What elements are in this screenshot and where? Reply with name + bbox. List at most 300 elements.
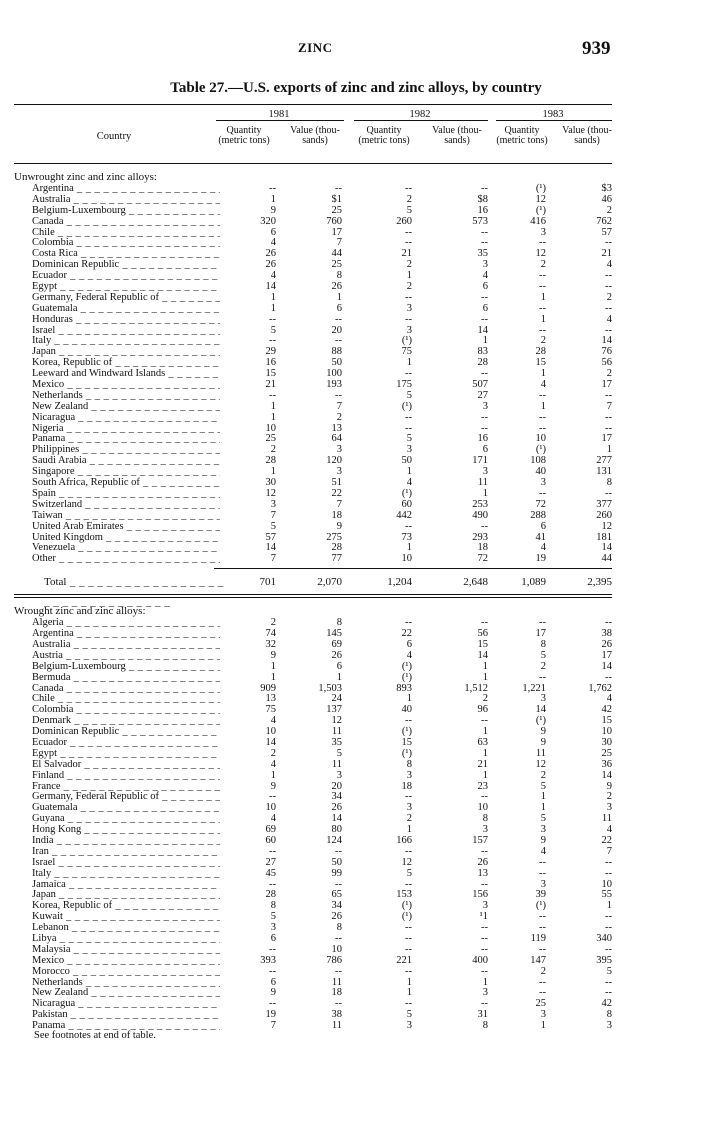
country-name: Egypt _ _ _ <box>32 748 220 759</box>
cell-quantity-1982: (¹) <box>401 671 412 683</box>
total-quantity-1983: 1,089 <box>521 576 546 589</box>
table-row <box>14 216 612 227</box>
cell-value-1981: 69 <box>331 638 342 650</box>
cell-value-1983: -- <box>605 281 612 293</box>
country-name: Pakistan _ _ _ <box>32 1009 220 1020</box>
cell-value-1982: -- <box>481 422 488 434</box>
country-name: Mexico _ _ _ <box>32 955 220 966</box>
cell-quantity-1983: -- <box>539 237 546 249</box>
cell-quantity-1981: -- <box>269 389 276 401</box>
country-name: United Kingdom _ _ _ <box>32 532 220 543</box>
cell-value-1982: 573 <box>472 215 488 227</box>
cell-value-1982: -- <box>481 715 488 727</box>
country-name: Mexico _ _ _ <box>32 379 220 390</box>
cell-quantity-1981: 28 <box>265 455 276 467</box>
cell-quantity-1983: (¹) <box>535 204 546 216</box>
cell-quantity-1983: -- <box>539 911 546 923</box>
country-name: Spain _ _ _ <box>32 488 220 499</box>
cell-quantity-1981: 4 <box>270 813 276 825</box>
cell-value-1981: -- <box>335 933 342 944</box>
cell-value-1983: 260 <box>596 509 612 521</box>
cell-quantity-1983: 1 <box>540 1020 546 1032</box>
cell-value-1983: 4 <box>606 313 612 325</box>
total-value-1983: 2,395 <box>587 576 612 589</box>
total-rule <box>214 568 612 569</box>
cell-quantity-1981: 32 <box>265 638 276 650</box>
cell-quantity-1981: 26 <box>265 248 276 260</box>
cell-value-1981: 12 <box>331 715 342 727</box>
country-name: Philippines _ _ _ <box>32 444 220 455</box>
cell-value-1982: 1 <box>482 487 488 499</box>
cell-quantity-1983: 3 <box>540 1009 546 1021</box>
table-row <box>14 628 612 639</box>
country-name: Lebanon _ _ _ <box>32 922 220 933</box>
total-quantity-1982: 1,204 <box>387 576 412 589</box>
cell-value-1981: 26 <box>331 802 342 814</box>
cell-quantity-1983: 3 <box>540 878 546 890</box>
cell-value-1981: 137 <box>326 704 342 716</box>
table-row <box>14 911 612 922</box>
cell-value-1983: 12 <box>601 520 612 532</box>
cell-quantity-1982: -- <box>405 226 412 238</box>
col-header-value-1981: Value (thou- sands) <box>290 125 340 146</box>
cell-value-1983: 57 <box>601 226 612 238</box>
cell-quantity-1982: 3 <box>406 1020 412 1032</box>
cell-value-1982: -- <box>481 183 488 194</box>
cell-quantity-1983: 11 <box>535 747 546 759</box>
cell-value-1982: -- <box>481 933 488 944</box>
cell-quantity-1983: 6 <box>540 520 546 532</box>
table-row <box>14 270 612 281</box>
cell-quantity-1983: 147 <box>530 954 546 966</box>
cell-quantity-1981: -- <box>269 313 276 325</box>
cell-quantity-1983: -- <box>539 422 546 434</box>
cell-value-1981: 6 <box>336 302 342 314</box>
table-row <box>14 846 612 857</box>
cell-value-1981: 9 <box>336 520 342 532</box>
country-name: Malaysia _ _ _ <box>32 944 220 955</box>
cell-value-1983: 46 <box>601 193 612 205</box>
cell-quantity-1982: -- <box>405 943 412 955</box>
country-name: Austria _ _ _ <box>32 650 220 661</box>
cell-value-1983: 14 <box>601 660 612 672</box>
country-name: Korea, Republic of _ _ _ <box>32 900 220 911</box>
country-name: South Africa, Republic of _ _ _ <box>32 477 220 488</box>
cell-value-1983: 3 <box>606 1020 612 1032</box>
cell-quantity-1983: 1,221 <box>522 682 546 694</box>
cell-value-1983: -- <box>605 911 612 923</box>
cell-quantity-1981: 57 <box>265 531 276 543</box>
cell-quantity-1983: 14 <box>535 704 546 716</box>
table-row <box>14 553 612 564</box>
col-header-value-1983: Value (thou- sands) <box>562 125 612 146</box>
cell-value-1983: 14 <box>601 769 612 781</box>
table-row <box>14 542 612 553</box>
cell-value-1983: 4 <box>606 693 612 705</box>
cell-quantity-1983: -- <box>539 411 546 423</box>
cell-value-1981: 77 <box>331 553 342 565</box>
table-row <box>14 835 612 846</box>
cell-value-1983: 17 <box>601 433 612 445</box>
country-name: Singapore _ _ _ <box>32 466 220 477</box>
cell-quantity-1983: 12 <box>535 193 546 205</box>
cell-value-1981: -- <box>335 878 342 890</box>
country-name: El Salvador _ _ _ <box>32 759 220 770</box>
country-name: Argentina _ _ _ <box>32 628 220 639</box>
cell-value-1981: -- <box>335 845 342 857</box>
cell-quantity-1982: -- <box>405 291 412 303</box>
cell-value-1982: 16 <box>477 204 488 216</box>
cell-quantity-1983: 19 <box>535 553 546 565</box>
cell-quantity-1981: 9 <box>270 987 276 999</box>
country-name: Bermuda _ _ _ <box>32 672 220 683</box>
country-name: Kuwait _ _ _ <box>32 911 220 922</box>
table-row <box>14 281 612 292</box>
table-row <box>14 813 612 824</box>
cell-quantity-1983: 1 <box>540 368 546 380</box>
table-row <box>14 368 612 379</box>
cell-quantity-1982: 12 <box>401 856 412 868</box>
table-row <box>14 726 612 737</box>
cell-quantity-1982: 2 <box>406 259 412 271</box>
cell-value-1983: 8 <box>606 477 612 489</box>
cell-quantity-1981: 10 <box>265 422 276 434</box>
cell-value-1983: 36 <box>601 758 612 770</box>
cell-value-1981: 11 <box>331 1020 342 1032</box>
cell-value-1982: 10 <box>477 802 488 814</box>
col-header-value-1982: Value (thou- sands) <box>432 125 482 146</box>
cell-quantity-1981: 26 <box>265 259 276 271</box>
cell-quantity-1983: -- <box>539 281 546 293</box>
table-row <box>14 532 612 543</box>
cell-value-1981: -- <box>335 313 342 325</box>
country-name: Panama _ _ _ <box>32 1020 220 1031</box>
cell-quantity-1983: -- <box>539 270 546 282</box>
cell-value-1983: 1,762 <box>588 682 612 694</box>
cell-quantity-1981: 3 <box>270 498 276 510</box>
country-name: Panama _ _ _ <box>32 433 220 444</box>
cell-quantity-1982: 1 <box>406 270 412 282</box>
cell-quantity-1981: -- <box>269 998 276 1010</box>
cell-value-1983: 14 <box>601 335 612 347</box>
cell-value-1981: 26 <box>331 649 342 661</box>
cell-value-1983: 4 <box>606 259 612 271</box>
cell-quantity-1981: 2 <box>270 444 276 456</box>
cell-value-1981: 275 <box>326 531 342 543</box>
cell-quantity-1983: 41 <box>535 531 546 543</box>
cell-value-1982: 3 <box>482 900 488 912</box>
cell-quantity-1982: (¹) <box>401 911 412 923</box>
cell-quantity-1982: 5 <box>406 1009 412 1021</box>
cell-value-1983: -- <box>605 389 612 401</box>
cell-value-1982: -- <box>481 226 488 238</box>
col-header-quantity-1983: Quantity (metric tons) <box>496 125 548 146</box>
cell-value-1982: 490 <box>472 509 488 521</box>
cell-value-1981: 1,503 <box>318 682 342 694</box>
cell-value-1983: -- <box>605 922 612 934</box>
cell-value-1982: -- <box>481 922 488 934</box>
cell-value-1982: 3 <box>482 466 488 478</box>
cell-quantity-1982: 50 <box>401 455 412 467</box>
cell-value-1982: 18 <box>477 542 488 554</box>
table-row <box>14 781 612 792</box>
cell-quantity-1981: -- <box>269 845 276 857</box>
country-name: Saudi Arabia _ _ _ <box>32 455 220 466</box>
cell-value-1982: -- <box>481 791 488 803</box>
cell-quantity-1983: 1 <box>540 802 546 814</box>
cell-value-1981: 1 <box>336 671 342 683</box>
cell-quantity-1983: 3 <box>540 824 546 836</box>
table-row <box>14 922 612 933</box>
cell-value-1982: 171 <box>472 455 488 467</box>
country-name: Italy _ _ _ <box>32 335 220 346</box>
cell-value-1983: 340 <box>596 933 612 944</box>
cell-quantity-1983: 3 <box>540 226 546 238</box>
cell-quantity-1981: 10 <box>265 802 276 814</box>
cell-value-1981: 22 <box>331 487 342 499</box>
table-row <box>14 325 612 336</box>
table-row <box>14 966 612 977</box>
cell-quantity-1982: 1 <box>406 466 412 478</box>
country-name: Dominican Republic _ _ _ <box>32 259 220 270</box>
cell-value-1983: -- <box>605 867 612 879</box>
running-head: ZINC <box>298 40 333 55</box>
cell-quantity-1981: 7 <box>270 509 276 521</box>
cell-value-1982: -- <box>481 845 488 857</box>
table-row <box>14 379 612 390</box>
cell-value-1983: 25 <box>601 747 612 759</box>
cell-value-1981: 26 <box>331 911 342 923</box>
cell-quantity-1981: 27 <box>265 856 276 868</box>
table-row <box>14 802 612 813</box>
section-rows <box>14 183 612 564</box>
cell-value-1982: 96 <box>477 704 488 716</box>
cell-value-1981: 3 <box>336 444 342 456</box>
country-name: Israel _ _ _ <box>32 325 220 336</box>
cell-value-1981: 5 <box>336 747 342 759</box>
cell-value-1983: -- <box>605 856 612 868</box>
cell-quantity-1981: 13 <box>265 693 276 705</box>
cell-quantity-1981: 1 <box>270 769 276 781</box>
table-row <box>14 683 612 694</box>
cell-value-1983: 2 <box>606 291 612 303</box>
cell-quantity-1982: 893 <box>396 682 412 694</box>
cell-value-1983: 1 <box>606 444 612 456</box>
section-rows <box>14 617 612 1031</box>
cell-value-1983: 7 <box>606 845 612 857</box>
section-wrought <box>14 606 612 1031</box>
table-row <box>14 639 612 650</box>
table-row <box>14 205 612 216</box>
cell-value-1983: -- <box>605 487 612 499</box>
country-name: Algeria _ _ _ <box>32 617 220 628</box>
country-name: Argentina _ _ _ <box>32 183 220 194</box>
cell-value-1981: 35 <box>331 736 342 748</box>
cell-value-1981: 88 <box>331 346 342 358</box>
cell-quantity-1982: 8 <box>406 758 412 770</box>
cell-value-1982: 35 <box>477 248 488 260</box>
country-name: Nicaragua _ _ _ <box>32 412 220 423</box>
cell-quantity-1981: 16 <box>265 357 276 369</box>
cell-value-1982: 1 <box>482 976 488 988</box>
table-row <box>14 444 612 455</box>
cell-quantity-1982: -- <box>405 933 412 944</box>
cell-quantity-1983: 8 <box>540 638 546 650</box>
cell-value-1981: 18 <box>331 987 342 999</box>
table-row <box>14 933 612 944</box>
footnote: See footnotes at end of table. <box>34 1030 156 1041</box>
cell-value-1983: 3 <box>606 802 612 814</box>
country-name: Morocco _ _ _ <box>32 966 220 977</box>
table-row <box>14 303 612 314</box>
cell-quantity-1983: (¹) <box>535 183 546 194</box>
cell-quantity-1983: 39 <box>535 889 546 901</box>
table-row <box>14 292 612 303</box>
cell-quantity-1982: 10 <box>401 553 412 565</box>
cell-quantity-1981: 1 <box>270 400 276 412</box>
cell-quantity-1982: 18 <box>401 780 412 792</box>
cell-value-1983: -- <box>605 422 612 434</box>
cell-quantity-1983: 10 <box>535 433 546 445</box>
cell-value-1983: 26 <box>601 638 612 650</box>
cell-quantity-1983: 9 <box>540 834 546 846</box>
country-name: Libya _ _ _ <box>32 933 220 944</box>
cell-value-1982: 6 <box>482 444 488 456</box>
cell-quantity-1982: 5 <box>406 389 412 401</box>
country-name: Netherlands _ _ _ <box>32 390 220 401</box>
cell-value-1981: 8 <box>336 922 342 934</box>
country-name: Dominican Republic _ _ _ <box>32 726 220 737</box>
cell-quantity-1981: 12 <box>265 487 276 499</box>
cell-quantity-1982: -- <box>405 183 412 194</box>
country-name: Nicaragua _ _ _ <box>32 998 220 1009</box>
cell-quantity-1981: 393 <box>260 954 276 966</box>
cell-value-1983: 2 <box>606 204 612 216</box>
country-name: Colombia _ _ _ <box>32 237 220 248</box>
country-column-header: Country <box>96 131 132 142</box>
cell-quantity-1982: 2 <box>406 193 412 205</box>
table-row <box>14 998 612 1009</box>
cell-quantity-1981: 14 <box>265 736 276 748</box>
table-row <box>14 488 612 499</box>
cell-value-1981: 80 <box>331 824 342 836</box>
cell-quantity-1981: 9 <box>270 780 276 792</box>
cell-value-1981: 7 <box>336 237 342 249</box>
cell-quantity-1982: 75 <box>401 346 412 358</box>
cell-quantity-1982: 2 <box>406 813 412 825</box>
cell-value-1981: 1 <box>336 291 342 303</box>
cell-value-1983: 131 <box>596 466 612 478</box>
table-row <box>14 346 612 357</box>
cell-value-1981: 50 <box>331 357 342 369</box>
cell-value-1983: 22 <box>601 834 612 846</box>
cell-quantity-1982: (¹) <box>401 747 412 759</box>
cell-quantity-1983: 17 <box>535 628 546 640</box>
country-name: Canada _ _ _ <box>32 683 220 694</box>
country-name: Netherlands _ _ _ <box>32 977 220 988</box>
cell-value-1982: ¹1 <box>479 911 488 923</box>
cell-value-1983: -- <box>605 671 612 683</box>
cell-quantity-1982: -- <box>405 411 412 423</box>
country-name: Other _ _ _ <box>32 553 220 564</box>
cell-quantity-1983: 9 <box>540 726 546 738</box>
cell-quantity-1983: 3 <box>540 477 546 489</box>
cell-quantity-1982: 3 <box>406 444 412 456</box>
cell-quantity-1983: -- <box>539 389 546 401</box>
cell-value-1983: 17 <box>601 649 612 661</box>
cell-quantity-1981: 4 <box>270 715 276 727</box>
cell-value-1981: 10 <box>331 943 342 955</box>
cell-quantity-1981: -- <box>269 335 276 347</box>
country-name: Colombia _ _ _ <box>32 704 220 715</box>
cell-value-1982: 253 <box>472 498 488 510</box>
year-rule-1981 <box>216 120 344 121</box>
country-name: Germany, Federal Republic of _ _ _ <box>32 292 220 303</box>
cell-value-1982: 156 <box>472 889 488 901</box>
exports-table <box>14 104 612 1031</box>
cell-quantity-1983: 2 <box>540 335 546 347</box>
table-row <box>14 987 612 998</box>
cell-value-1981: 6 <box>336 660 342 672</box>
table-header <box>14 105 612 163</box>
cell-value-1983: 181 <box>596 531 612 543</box>
cell-quantity-1982: 2 <box>406 281 412 293</box>
cell-value-1981: 124 <box>326 834 342 846</box>
cell-quantity-1982: 1 <box>406 824 412 836</box>
table-row <box>14 390 612 401</box>
cell-value-1983: 2 <box>606 368 612 380</box>
cell-value-1982: -- <box>481 411 488 423</box>
cell-value-1982: 3 <box>482 400 488 412</box>
cell-quantity-1981: 25 <box>265 433 276 445</box>
cell-quantity-1981: 1 <box>270 193 276 205</box>
cell-quantity-1982: 1 <box>406 987 412 999</box>
cell-value-1983: 277 <box>596 455 612 467</box>
cell-quantity-1981: 1 <box>270 411 276 423</box>
cell-value-1981: 8 <box>336 617 342 629</box>
cell-value-1982: 6 <box>482 302 488 314</box>
country-name: Israel _ _ _ <box>32 857 220 868</box>
cell-quantity-1982: 3 <box>406 302 412 314</box>
cell-quantity-1981: 1 <box>270 291 276 303</box>
cell-quantity-1983: (¹) <box>535 715 546 727</box>
cell-value-1983: -- <box>605 976 612 988</box>
section-title: Unwrought zinc and zinc alloys: <box>14 171 157 183</box>
cell-quantity-1981: 6 <box>270 933 276 944</box>
cell-value-1982: 21 <box>477 758 488 770</box>
section-title: Wrought zinc and zinc alloys: <box>14 605 146 618</box>
cell-value-1981: 7 <box>336 400 342 412</box>
cell-quantity-1982: 40 <box>401 704 412 716</box>
cell-quantity-1981: 75 <box>265 704 276 716</box>
cell-value-1983: 10 <box>601 726 612 738</box>
country-name: Leeward and Windward Islands _ _ _ <box>32 368 220 379</box>
cell-value-1982: 8 <box>482 813 488 825</box>
country-name: Finland _ _ _ <box>32 770 220 781</box>
cell-quantity-1981: -- <box>269 965 276 977</box>
country-name: Jamaica _ _ _ <box>32 879 220 890</box>
cell-quantity-1982: 15 <box>401 736 412 748</box>
cell-quantity-1981: 320 <box>260 215 276 227</box>
cell-value-1982: 293 <box>472 531 488 543</box>
cell-quantity-1982: -- <box>405 878 412 890</box>
cell-quantity-1981: 29 <box>265 346 276 358</box>
table-row <box>14 314 612 325</box>
cell-quantity-1982: -- <box>405 520 412 532</box>
cell-quantity-1981: -- <box>269 878 276 890</box>
country-name: Ecuador _ _ _ <box>32 270 220 281</box>
table-row <box>14 900 612 911</box>
